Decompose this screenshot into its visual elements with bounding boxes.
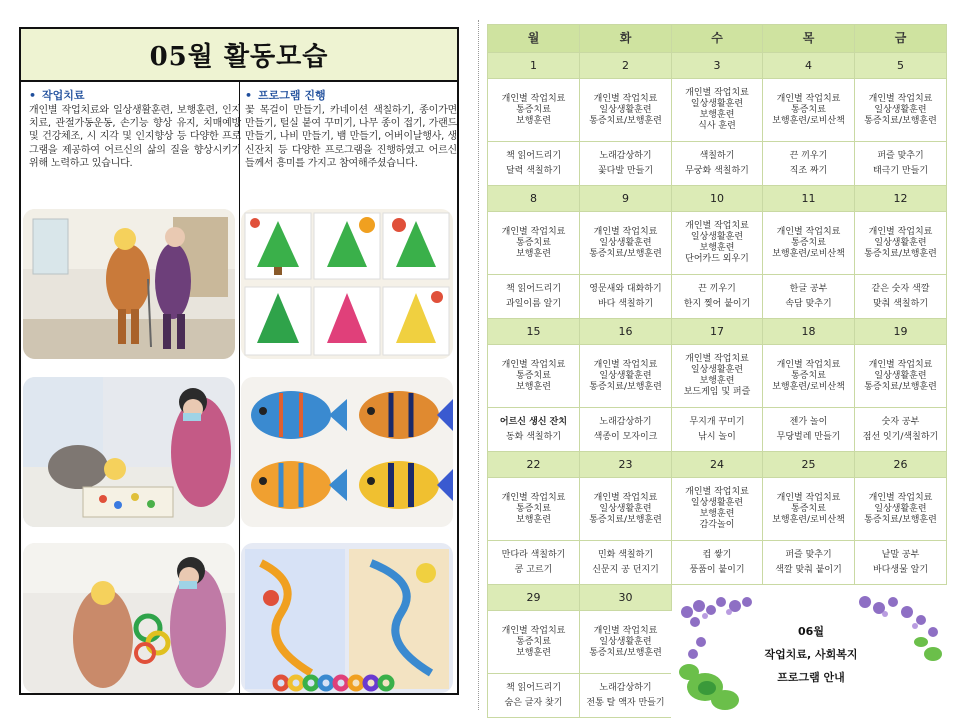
afternoon-cell <box>672 275 763 319</box>
afternoon-cell <box>672 142 763 186</box>
activity-line: 전통 탈 액자 만들기 <box>586 697 665 708</box>
afternoon-cell <box>855 275 947 319</box>
activity-line: 개인별 작업치료 <box>593 492 658 503</box>
activity-line: 개인별 작업치료 <box>593 93 658 104</box>
date-cell: 19 <box>855 319 947 345</box>
activity-line: 색깔 맞춰 붙이기 <box>775 564 842 575</box>
activity-line: 개인별 작업치료 <box>501 492 566 503</box>
column-divider <box>239 82 240 693</box>
date-cell: 16 <box>580 319 672 345</box>
activity-line: 보행훈련/로비산책 <box>772 115 845 126</box>
date-cell: 2 <box>580 53 672 79</box>
activity-line: 보행훈련 <box>699 509 735 519</box>
activity-line: 보행훈련 <box>699 243 735 253</box>
morning-cell <box>580 212 672 275</box>
activity-line: 통증치료 <box>791 370 826 381</box>
morning-row <box>488 478 947 541</box>
weekday-thu: 목 <box>763 25 855 53</box>
morning-cell <box>672 79 763 142</box>
morning-cell <box>580 79 672 142</box>
activity-line: 통증치료/보행훈련 <box>589 514 662 525</box>
program-heading: • 프로그램 진행 <box>245 89 326 102</box>
activity-line: 통증치료/보행훈련 <box>864 514 937 525</box>
date-cell: 24 <box>672 452 763 478</box>
morning-cell <box>672 212 763 275</box>
morning-cell <box>672 345 763 408</box>
activity-line: 책 읽어드리기 <box>505 283 562 294</box>
activity-line: 통증치료/보행훈련 <box>864 115 937 126</box>
morning-row <box>488 212 947 275</box>
afternoon-cell <box>580 541 672 585</box>
morning-cell <box>488 345 580 408</box>
morning-cell <box>488 478 580 541</box>
activity-line: 보행훈련/로비산책 <box>772 514 845 525</box>
activity-line: 보행훈련 <box>516 647 551 658</box>
therapy-description: 개인별 작업치료와 일상생활훈련, 보행훈련, 인지치료, 관절가동운동, 손기능 향상 유지, 치매예방 및 건강체조, 시 지각 및 인지향상 등 다양한 프로그램을 제공하여 어르신의 삶의 질을 향상시키기 위해 노력하고 있습니다. <box>29 105 241 169</box>
activity-line: 젠가 놀이 <box>789 416 828 427</box>
activity-line: 개인별 작업치료 <box>501 226 566 237</box>
activity-line: 노래감상하기 <box>599 150 652 161</box>
activity-line: 보행훈련 <box>516 115 551 126</box>
morning-cell <box>580 611 672 674</box>
afternoon-cell <box>763 275 855 319</box>
activity-line: 바다생물 알기 <box>872 564 929 575</box>
guide-month: 06월 <box>798 625 824 638</box>
activity-line: 책 읽어드리기 <box>505 682 562 693</box>
activity-line: 통증치료 <box>516 503 551 514</box>
activity-line: 통증치료 <box>791 104 826 115</box>
weekday-wed: 수 <box>672 25 763 53</box>
afternoon-cell <box>488 674 580 718</box>
june-program-guide <box>675 592 947 712</box>
morning-cell <box>488 212 580 275</box>
afternoon-row <box>488 408 947 452</box>
activity-line: 보행훈련 <box>516 248 551 259</box>
activity-line: 일상생활훈련 <box>599 636 652 647</box>
activity-line: 일상생활훈련 <box>599 237 652 248</box>
morning-cell <box>855 478 947 541</box>
activity-line: 퍼즐 맞추기 <box>785 549 832 560</box>
afternoon-cell <box>672 541 763 585</box>
activity-line: 무지개 꾸미기 <box>689 416 745 427</box>
afternoon-cell <box>855 408 947 452</box>
activity-line: 꽃다발 만들기 <box>597 165 654 176</box>
date-cell: 10 <box>672 186 763 212</box>
morning-row <box>488 79 947 142</box>
date-cell: 18 <box>763 319 855 345</box>
activity-line: 개인별 작업치료 <box>593 226 658 237</box>
afternoon-cell <box>580 142 672 186</box>
activity-line: 민화 색칠하기 <box>597 549 654 560</box>
activity-line: 통증치료 <box>791 503 826 514</box>
activity-line: 컵 쌓기 <box>702 549 732 560</box>
morning-cell <box>763 212 855 275</box>
afternoon-cell <box>580 674 672 718</box>
activity-line: 무궁화 색칠하기 <box>685 165 749 176</box>
activity-line: 색칠하기 <box>699 150 735 161</box>
activity-line: 풍품이 붙이기 <box>689 564 745 575</box>
activity-line: 태극기 만들기 <box>872 165 929 176</box>
activity-line: 일상생활훈련 <box>690 498 744 508</box>
weekday-header <box>488 25 947 53</box>
activity-line: 책 읽어드리기 <box>505 150 562 161</box>
activity-line: 보행훈련/로비산책 <box>772 248 845 259</box>
afternoon-cell <box>763 541 855 585</box>
date-row <box>488 452 947 478</box>
activity-line: 숨은 글자 찾기 <box>504 697 563 708</box>
activity-line: 보행훈련 <box>699 110 735 120</box>
morning-cell <box>580 478 672 541</box>
date-cell: 8 <box>488 186 580 212</box>
activity-line: 개인별 작업치료 <box>685 88 749 98</box>
weekday-fri: 금 <box>855 25 947 53</box>
afternoon-cell <box>488 408 580 452</box>
activity-line: 통증치료/보행훈련 <box>864 248 937 259</box>
afternoon-row <box>488 142 947 186</box>
date-cell: 4 <box>763 53 855 79</box>
page-title: 05월 활동모습 <box>149 42 329 72</box>
morning-cell <box>580 345 672 408</box>
activity-line: 만다라 색칠하기 <box>501 549 566 560</box>
date-cell: 11 <box>763 186 855 212</box>
afternoon-cell <box>580 275 672 319</box>
activity-line: 일상생활훈련 <box>690 365 744 375</box>
program-description: 꽃 목걸이 만들기, 카네이션 색칠하기, 종이가면 만들기, 털실 붙여 꾸미기, 나무 종이 접기, 가랜드 만들기, 나비 만들기, 뱀 만들기, 어버이날행사, 생신잔치 등 다양한 프로그램을 진행하였고 어르신들께서 흥미를 가지고 참여해주셨습니다. <box>245 105 457 169</box>
activity-line: 직조 짜기 <box>789 165 828 176</box>
afternoon-cell <box>763 408 855 452</box>
guide-line2: 프로그램 안내 <box>777 671 845 684</box>
activity-line: 일상생활훈련 <box>599 104 652 115</box>
morning-cell <box>763 79 855 142</box>
morning-cell <box>672 478 763 541</box>
date-cell: 12 <box>855 186 947 212</box>
activity-line: 개인별 작업치료 <box>868 226 933 237</box>
activity-line: 한지 찢어 붙이기 <box>683 298 751 309</box>
activity-line: 개인별 작업치료 <box>776 492 841 503</box>
morning-cell <box>763 345 855 408</box>
date-row <box>488 319 947 345</box>
activity-line: 속담 맞추기 <box>785 298 832 309</box>
date-cell: 29 <box>488 585 580 611</box>
morning-cell <box>855 345 947 408</box>
walking-therapy-photo <box>23 209 235 359</box>
date-cell: 17 <box>672 319 763 345</box>
morning-cell <box>763 478 855 541</box>
activity-line: 보행훈련 <box>516 514 551 525</box>
activity-line: 개인별 작업치료 <box>685 354 749 364</box>
activity-line: 개인별 작업치료 <box>685 221 749 231</box>
date-cell: 9 <box>580 186 672 212</box>
afternoon-cell <box>488 541 580 585</box>
afternoon-cell <box>580 408 672 452</box>
activity-line: 개인별 작업치료 <box>685 487 749 497</box>
activity-line: 맞춰 색칠하기 <box>872 298 929 309</box>
afternoon-cell <box>488 142 580 186</box>
activity-line: 통증치료/보행훈련 <box>589 248 662 259</box>
morning-row <box>488 345 947 408</box>
date-cell: 26 <box>855 452 947 478</box>
activity-line: 같은 숫자 색깔 <box>871 283 930 294</box>
activity-panel <box>19 27 459 695</box>
activity-line: 개인별 작업치료 <box>868 492 933 503</box>
ring-exercise-photo <box>23 543 235 693</box>
activity-line: 통증치료/보행훈련 <box>589 381 662 392</box>
activity-line: 단어카드 외우기 <box>685 254 749 264</box>
activity-line: 개인별 작업치료 <box>776 359 841 370</box>
activity-line: 달력 색칠하기 <box>505 165 562 176</box>
weekday-tue: 화 <box>580 25 672 53</box>
activity-line: 통증치료/보행훈련 <box>589 115 662 126</box>
activity-line: 숫자 공부 <box>881 416 920 427</box>
activity-line: 낱말 공부 <box>881 549 920 560</box>
activity-line: 일상생활훈련 <box>690 232 744 242</box>
date-cell: 5 <box>855 53 947 79</box>
activity-line: 낚시 놀이 <box>698 431 736 442</box>
activity-line: 개인별 작업치료 <box>868 93 933 104</box>
activity-line: 일상생활훈련 <box>599 503 652 514</box>
afternoon-row <box>488 275 947 319</box>
morning-cell <box>488 79 580 142</box>
activity-line: 일상생활훈련 <box>599 370 652 381</box>
afternoon-cell <box>855 142 947 186</box>
activity-line: 식사 훈련 <box>698 121 736 131</box>
activity-line: 콩 고르기 <box>514 564 553 575</box>
activity-line: 개인별 작업치료 <box>593 359 658 370</box>
activity-line: 일상생활훈련 <box>874 503 927 514</box>
activity-line: 어르신 생신 잔치 <box>499 416 568 427</box>
afternoon-cell <box>488 275 580 319</box>
activity-line: 끈 끼우기 <box>698 283 736 294</box>
activity-line: 개인별 작업치료 <box>776 226 841 237</box>
activity-line: 보행훈련 <box>516 381 551 392</box>
activity-line: 일상생활훈련 <box>874 370 927 381</box>
activity-line: 보행훈련/로비산책 <box>772 381 845 392</box>
afternoon-cell <box>855 541 947 585</box>
fish-art-photo <box>241 377 453 527</box>
tree-art-photo <box>241 209 453 359</box>
guide-text <box>675 620 947 689</box>
afternoon-cell <box>763 142 855 186</box>
activity-line: 개인별 작업치료 <box>868 359 933 370</box>
activity-line: 무당벌레 만들기 <box>776 431 841 442</box>
title-banner <box>21 29 457 82</box>
date-cell: 22 <box>488 452 580 478</box>
activity-line: 보행훈련 <box>699 376 735 386</box>
date-row <box>488 186 947 212</box>
activity-line: 개인별 작업치료 <box>501 625 566 636</box>
activity-line: 점선 잇기/색칠하기 <box>862 431 939 442</box>
activity-line: 영문새와 대화하기 <box>589 283 662 294</box>
activity-line: 통증치료 <box>516 237 551 248</box>
board-game-photo <box>23 377 235 527</box>
activity-line: 통증치료 <box>516 370 551 381</box>
activity-line: 신문지 공 던지기 <box>592 564 659 575</box>
activity-line: 통증치료 <box>791 237 826 248</box>
morning-cell <box>855 79 947 142</box>
activity-line: 바다 색칠하기 <box>597 298 654 309</box>
date-cell: 23 <box>580 452 672 478</box>
activity-line: 통증치료 <box>516 104 551 115</box>
activity-line: 일상생활훈련 <box>690 99 744 109</box>
activity-line: 개인별 작업치료 <box>501 93 566 104</box>
activity-line: 통증치료 <box>516 636 551 647</box>
guide-line1: 작업치료, 사회복지 <box>764 648 858 661</box>
date-cell: 30 <box>580 585 672 611</box>
date-cell: 15 <box>488 319 580 345</box>
afternoon-cell <box>672 408 763 452</box>
morning-cell <box>488 611 580 674</box>
chain-art-photo <box>241 543 453 693</box>
activity-line: 과일이름 알기 <box>505 298 562 309</box>
date-cell: 3 <box>672 53 763 79</box>
page-separator <box>478 20 479 710</box>
activity-line: 감각놀이 <box>699 520 735 530</box>
activity-line: 일상생활훈련 <box>874 104 927 115</box>
morning-cell <box>855 212 947 275</box>
activity-line: 퍼즐 맞추기 <box>877 150 924 161</box>
date-cell: 1 <box>488 53 580 79</box>
activity-line: 색종이 모자이크 <box>593 431 658 442</box>
therapy-heading: • 작업치료 <box>29 89 85 102</box>
activity-line: 통증치료/보행훈련 <box>864 381 937 392</box>
afternoon-row <box>488 541 947 585</box>
activity-line: 보드게임 및 퍼즐 <box>683 387 751 397</box>
activity-line: 통증치료/보행훈련 <box>589 647 662 658</box>
activity-line: 개인별 작업치료 <box>776 93 841 104</box>
weekday-mon: 월 <box>488 25 580 53</box>
activity-line: 개인별 작업치료 <box>593 625 658 636</box>
activity-line: 개인별 작업치료 <box>501 359 566 370</box>
activity-line: 한글 공부 <box>789 283 828 294</box>
activity-line: 노래감상하기 <box>599 416 652 427</box>
date-row <box>488 53 947 79</box>
activity-line: 일상생활훈련 <box>874 237 927 248</box>
activity-line: 끈 끼우기 <box>789 150 828 161</box>
program-section <box>245 87 457 170</box>
activity-line: 노래감상하기 <box>599 682 652 693</box>
therapy-section <box>29 87 241 170</box>
activity-line: 동화 색칠하기 <box>505 431 562 442</box>
date-cell: 25 <box>763 452 855 478</box>
